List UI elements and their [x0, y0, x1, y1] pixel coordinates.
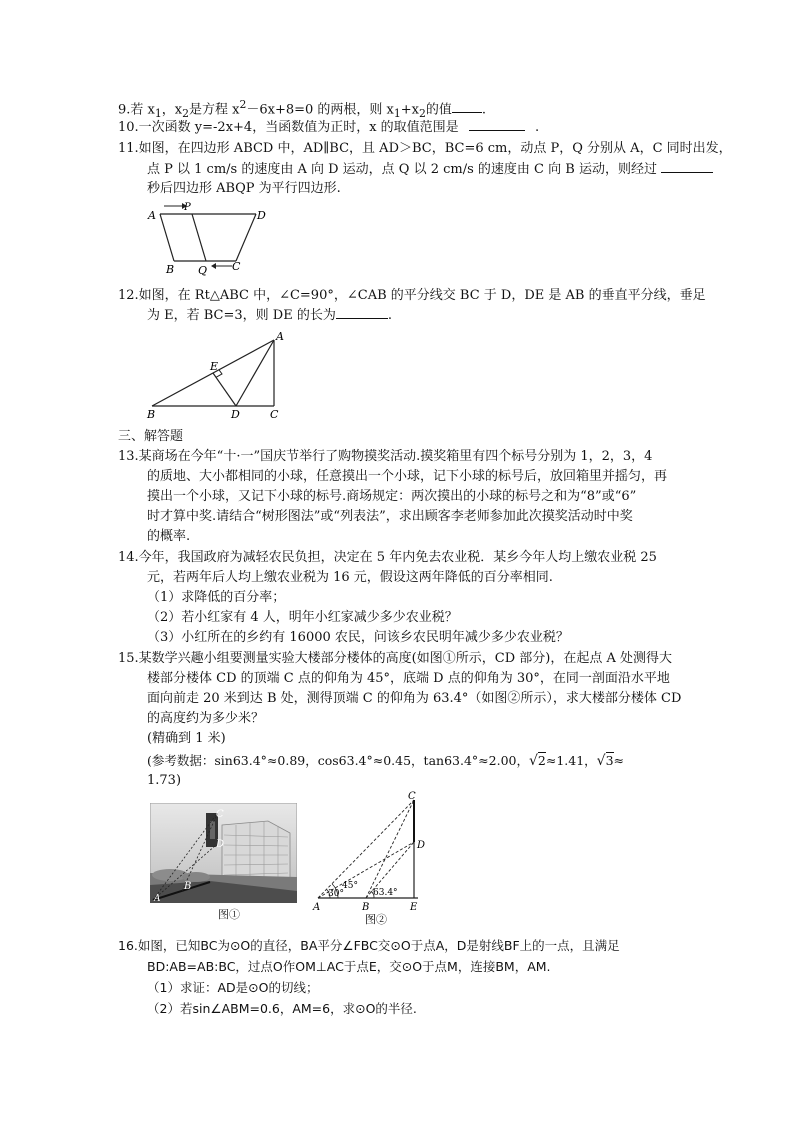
q15-line-4: 的高度约为多少米？: [147, 711, 265, 726]
q9-text-4: －6x+8=0 的两根，则 x: [246, 102, 394, 118]
answer-blank[interactable]: [452, 100, 482, 113]
label-P: P: [184, 202, 191, 213]
q9-text-6: 的值: [425, 102, 452, 118]
label-B: B: [166, 263, 175, 276]
label-E: E: [210, 360, 219, 373]
q15-line-3: 面向前走 20 米到达 B 处，测得顶端 C 的仰角为 63.4°（如图②所示），求大楼部分楼体 CD: [147, 691, 682, 706]
q16-line-2: BD:AB=AB:BC，过点O作OM⊥AC于点E，交⊙O于点M，连接BM，AM.: [147, 959, 551, 974]
q13-line-5: 的概率.: [147, 529, 191, 544]
q9-sub-2: 2: [182, 106, 189, 120]
q9-text-5: +x: [400, 102, 420, 118]
q15-ref-text: (参考数据：sin63.4°≈0.89，cos63.4°≈0.45，tan63.4°≈2.00，: [147, 753, 529, 768]
right-triangle-figure: [144, 330, 294, 422]
q10-text: 10.一次函数 y=-2x+4，当函数值为正时，x 的取值范围是: [118, 120, 459, 135]
sqrt-icon: √: [528, 753, 538, 769]
answer-blank[interactable]: [661, 160, 713, 173]
question-10: [118, 118, 539, 137]
q16-sub-2: （2）若sin∠ABM=0.6，AM=6，求⊙O的半径.: [147, 1001, 417, 1016]
q12-line-2-text: 为 E，若 BC=3，则 DE 的长为: [147, 308, 336, 323]
trapezoid-figure: [144, 198, 274, 278]
q14-line-2: 元，若两年后人均上缴农业税为 16 元，假设这两年降低的百分率相同.: [147, 570, 553, 585]
q13-line-3: 摸出一个小球，又记下小球的标号.商场规定：两次摸出的小球的标号之和为“8”或“6”: [147, 489, 637, 504]
figure-1-caption: 图①: [218, 908, 240, 921]
figure-2-caption: 图②: [365, 913, 387, 925]
q11-line-3: 秒后四边形 ABQP 为平行四边形.: [147, 181, 341, 196]
q12-line-1: 12.如图，在 Rt△ABC 中，∠C=90°，∠CAB 的平分线交 BC 于 D，DE 是 AB 的垂直平分线，垂足: [118, 288, 706, 303]
q15-line-6: [147, 752, 624, 770]
q15-line-7: 1.73): [147, 773, 182, 788]
q9-text-1: 9.若 x: [118, 102, 155, 118]
q15-sqrt2: 2: [537, 753, 546, 768]
angle-45: 45°: [342, 881, 358, 891]
label-C: C: [232, 260, 241, 273]
q11-line-2-text: 点 P 以 1 cm/s 的速度由 A 向 D 运动，点 Q 以 2 cm/s 的速度由 C 向 B 运动，则经过: [147, 162, 657, 177]
diagram-label-D: D: [417, 840, 426, 851]
label-A: A: [148, 209, 156, 222]
angle-63: 63.4°: [373, 888, 398, 898]
q9-text-3: 是方程 x: [189, 102, 240, 118]
q14-sub-1: （1）求降低的百分率；: [147, 590, 286, 605]
diagram-label-B: B: [362, 902, 370, 913]
q14-sub-3: （3）小红所在的乡约有 16000 农民，问该乡农民明年减少多少农业税？: [147, 630, 569, 645]
q13-line-2: 的质地、大小都相同的小球，任意摸出一个小球，记下小球的标号后，放回箱里并摇匀，再: [147, 469, 668, 484]
q14-line-1: 14.今年，我国政府为减轻农民负担，决定在 5 年内免去农业税．某乡今年人均上缴农业税 25: [118, 550, 657, 565]
q15-sqrt3: 3: [605, 753, 614, 768]
q9-sub-1: 1: [154, 106, 162, 120]
q15-ref-post: ≈: [613, 753, 625, 768]
q15-line-1: 15.某数学兴趣小组要测量实验大楼部分楼体的高度(如图①所示，CD 部分)，在起点 A 处测得大: [118, 651, 672, 666]
q9-text-7: .: [481, 102, 487, 118]
photo-label-D: D: [216, 839, 225, 850]
q16-sub-1: （1）求证：AD是⊙O的切线；: [147, 980, 319, 995]
q11-line-1: 11.如图，在四边形 ABCD 中，AD∥BC，且 AD＞BC，BC=6 cm，动点 P，Q 分别从 A，C 同时出发，: [118, 141, 732, 156]
section-heading: 三、解答题: [118, 429, 184, 444]
q13-line-4: 时才算中奖.请结合“树形图法”或“列表法”，求出顾客李老师参加此次摸奖活动时中奖: [147, 509, 633, 524]
q14-sub-2: （2）若小红家有 4 人，明年小红家减少多少农业税？: [147, 610, 458, 625]
label-C: C: [270, 408, 279, 421]
q9-sub-3: 1: [393, 106, 401, 120]
photo-label-B: B: [184, 881, 192, 892]
q16-line-1: 16.如图，已知BC为⊙O的直径，BA平分∠FBC交⊙O于点A，D是射线BF上的一点，且满足: [118, 938, 620, 953]
answer-blank[interactable]: [469, 118, 525, 131]
photo-label-C: C: [216, 809, 224, 820]
photo-label-A: A: [154, 894, 161, 903]
building-photo: [150, 803, 297, 903]
label-D: D: [257, 209, 266, 222]
q9-sup: 2: [239, 98, 247, 111]
q15-ref-mid: ≈1.41，: [545, 753, 597, 768]
diagram-label-C: C: [408, 791, 416, 802]
label-A: A: [276, 330, 284, 343]
label-B: B: [147, 408, 156, 421]
q9-sub-4: 2: [419, 106, 426, 120]
angle-30: 30°: [328, 889, 344, 899]
diagram-label-E: E: [410, 902, 418, 913]
answer-blank[interactable]: [336, 306, 388, 319]
elevation-diagram: [310, 790, 440, 925]
q12-period: .: [387, 308, 392, 323]
q12-line-2: [147, 306, 392, 325]
sqrt-icon: √: [596, 753, 606, 769]
q15-line-2: 楼部分楼体 CD 的顶端 C 点的仰角为 45°，底端 D 点的仰角为 30°，在同一剖面沿水平地: [147, 671, 670, 686]
label-Q: Q: [198, 264, 208, 277]
q11-line-2: [147, 160, 713, 179]
diagram-label-A: A: [313, 902, 321, 913]
q13-line-1: 13.某商场在今年“十·一”国庆节举行了购物摸奖活动.摸奖箱里有四个标号分别为 1，2，3，4: [118, 449, 653, 464]
label-D: D: [231, 408, 240, 421]
q9-text-2: ，x: [161, 102, 183, 118]
q10-period: .: [534, 120, 540, 135]
q15-line-5: (精确到 1 米): [147, 731, 226, 746]
